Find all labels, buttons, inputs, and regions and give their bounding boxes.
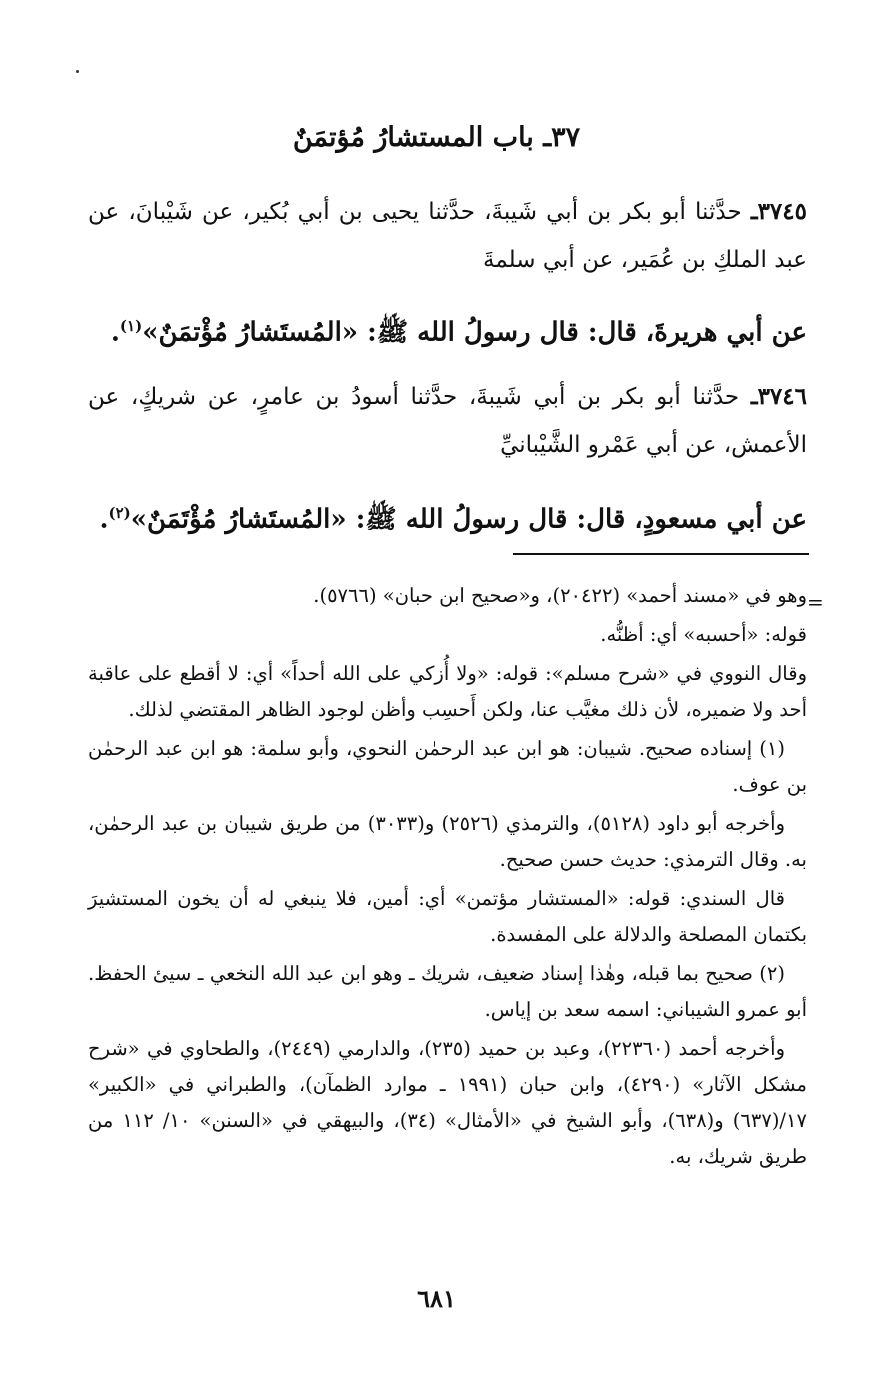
footnote-paragraph: قوله: «أحسبه» أي: أظنُّه. xyxy=(600,623,807,646)
hadith-number: ٣٧٤٦ـ xyxy=(750,383,807,410)
matn-end: . xyxy=(99,504,109,535)
page-speck xyxy=(76,70,79,73)
isnad-text: حدَّثنا أبو بكر بن أبي شَيبةَ، حدَّثنا يحيى بن أبي بُكير، عن شَيْبانَ، عن عبد الملكِ بن عُمَير، عن أبي سلمةَ xyxy=(88,199,807,273)
footnote-1: (١) إسناده صحيح. شيبان: هو ابن عبد الرحمٰن النحوي، وأبو سلمة: هو ابن عبد الرحمٰن بن عوف. xyxy=(88,737,807,796)
hadith-3746 xyxy=(88,373,807,469)
matn-end: . xyxy=(110,317,120,348)
footnote-ref[interactable]: (١) xyxy=(119,317,143,335)
footnote-paragraph: وأخرجه أبو داود (٥١٢٨)، والترمذي (٢٥٢٦) و(٣٠٣٣) من طريق شيبان بن عبد الرحمٰن، به. وقال الترمذي: حديث حسن صحيح. xyxy=(88,812,807,871)
footnote-paragraph: وهو في «مسند أحمد» (٢٠٤٢٢)، و«صحيح ابن حبان» (٥٧٦٦). xyxy=(313,584,807,607)
continuation-mark: = xyxy=(807,590,824,614)
page-number: ٦٨١ xyxy=(417,1284,456,1313)
hadith-3745-matn xyxy=(88,306,807,353)
hadith-isnad xyxy=(88,373,807,469)
hadith-3746-matn xyxy=(88,493,807,540)
isnad-text: حدَّثنا أبو بكر بن أبي شَيبةَ، حدَّثنا أسودُ بن عامرٍ، عن شريكٍ، عن الأعمش، عن أبي عَمْرو الشَّيْبانيِّ xyxy=(88,384,807,458)
footnote-separator xyxy=(513,553,809,555)
footnote-2: (٢) صحيح بما قبله، وهٰذا إسناد ضعيف، شريك ـ وهو ابن عبد الله النخعي ـ سيئ الحفظ. أبو عمرو الشيباني: اسمه سعد بن إياس. xyxy=(88,962,807,1021)
hadith-matn xyxy=(88,493,807,540)
footnote-paragraph: وأخرجه أحمد (٢٢٣٦٠)، وعبد بن حميد (٢٣٥)، والدارمي (٢٤٤٩)، والطحاوي في «شرح مشكل الآثار» (٤٢٩٠)، وابن حبان (١٩٩١ ـ موارد الظمآن)، والطبراني في «الكبير» ١٧/(٦٣٧) و(٦٣٨)، وأبو الشيخ في «الأمثال» (٣٤)، والبيهقي في «السنن» ١٠/ ١١٢ من طريق شريك، به. xyxy=(88,1037,807,1168)
matn-text: عن أبي هريرةَ، قال: قال رسولُ الله ﷺ: «المُستَشارُ مُؤْتمَنٌ» xyxy=(142,317,807,348)
matn-text: عن أبي مسعودٍ، قال: قال رسولُ الله ﷺ: «المُستَشارُ مُؤْتَمَنٌ» xyxy=(130,504,807,535)
footnotes xyxy=(88,578,807,1178)
footnote-ref[interactable]: (٢) xyxy=(108,504,131,522)
hadith-isnad xyxy=(88,188,807,284)
hadith-number: ٣٧٤٥ـ xyxy=(750,198,807,225)
hadith-matn xyxy=(88,306,807,353)
footnote-paragraph: وقال النووي في «شرح مسلم»: قوله: «ولا أُزكي على الله أحداً» أي: لا أقطع على عاقبة أحد ولا ضميره، لأن ذلك مغيَّب عنا، ولكن أَحسِب وأظن لوجود الظاهر المقتضي لذلك. xyxy=(88,662,807,721)
chapter-title: ٣٧ـ باب المستشارُ مُؤتمَنٌ xyxy=(292,122,581,153)
footnote-paragraph: قال السندي: قوله: «المستشار مؤتمن» أي: أمين، فلا ينبغي له أن يخون المستشيرَ بكتمان المصلحة والدلالة على المفسدة. xyxy=(88,887,807,946)
hadith-3745 xyxy=(88,188,807,284)
